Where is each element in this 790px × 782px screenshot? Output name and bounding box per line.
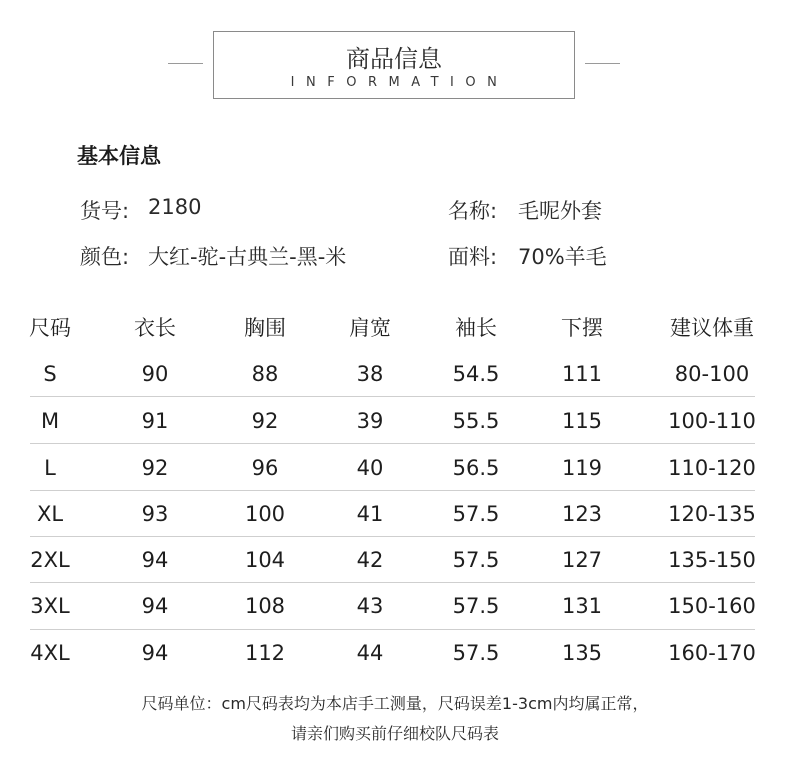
item-no-label: 货号: <box>80 199 130 223</box>
color-label: 颜色: <box>80 245 130 269</box>
table-cell: 44 <box>356 641 384 665</box>
table-row-divider <box>30 582 755 583</box>
table-cell: 93 <box>141 502 169 526</box>
fabric-value: 70%羊毛 <box>518 245 607 269</box>
table-cell: 4XL <box>30 641 70 665</box>
table-cell: 42 <box>356 548 384 572</box>
table-cell: 135-150 <box>668 548 756 572</box>
table-cell: 111 <box>561 362 603 386</box>
table-cell: 94 <box>141 594 169 618</box>
name-label: 名称: <box>448 199 498 223</box>
page-subtitle: INFORMATION <box>290 75 509 90</box>
table-cell: 88 <box>251 362 279 386</box>
table-cell: 54.5 <box>452 362 500 386</box>
section-heading: 基本信息 <box>77 144 161 168</box>
table-header-cell: 袖长 <box>455 316 497 340</box>
table-cell: 56.5 <box>452 456 500 480</box>
table-cell: 94 <box>141 548 169 572</box>
table-cell: 112 <box>244 641 286 665</box>
table-header-cell: 尺码 <box>29 316 71 340</box>
table-cell: 150-160 <box>668 594 756 618</box>
table-cell: 92 <box>251 409 279 433</box>
table-cell: 108 <box>244 594 286 618</box>
table-header-cell: 下摆 <box>561 316 603 340</box>
table-cell: 90 <box>141 362 169 386</box>
fabric-label: 面料: <box>448 245 498 269</box>
table-cell: 91 <box>141 409 169 433</box>
table-cell: 92 <box>141 456 169 480</box>
table-cell: 120-135 <box>668 502 756 526</box>
table-cell: 123 <box>561 502 603 526</box>
table-cell: 100 <box>244 502 286 526</box>
table-cell: 127 <box>561 548 603 572</box>
item-no-value: 2180 <box>148 195 202 219</box>
table-header-cell: 胸围 <box>244 316 286 340</box>
table-row-divider <box>30 396 755 397</box>
table-cell: 57.5 <box>452 594 500 618</box>
table-cell: S <box>43 362 57 386</box>
color-value: 大红-驼-古典兰-黑-米 <box>148 245 347 269</box>
table-cell: 38 <box>356 362 384 386</box>
table-cell: 40 <box>356 456 384 480</box>
table-cell: L <box>44 456 56 480</box>
table-row-divider <box>30 443 755 444</box>
table-cell: 135 <box>561 641 603 665</box>
table-row-divider <box>30 536 755 537</box>
table-header-cell: 衣长 <box>134 316 176 340</box>
table-header-cell: 建议体重 <box>670 316 754 340</box>
table-cell: 96 <box>251 456 279 480</box>
table-cell: 41 <box>356 502 384 526</box>
table-cell: 57.5 <box>452 502 500 526</box>
table-cell: 119 <box>561 456 603 480</box>
page-title: 商品信息 <box>346 45 442 73</box>
name-value: 毛呢外套 <box>518 199 602 223</box>
table-row-divider <box>30 490 755 491</box>
table-cell: 104 <box>244 548 286 572</box>
table-cell: 160-170 <box>668 641 756 665</box>
table-row-divider <box>30 629 755 630</box>
table-cell: 100-110 <box>668 409 756 433</box>
table-cell: 39 <box>356 409 384 433</box>
table-cell: 115 <box>561 409 603 433</box>
table-cell: M <box>40 409 60 433</box>
table-cell: 43 <box>356 594 384 618</box>
table-cell: 131 <box>561 594 603 618</box>
table-header-cell: 肩宽 <box>349 316 391 340</box>
table-cell: 57.5 <box>452 548 500 572</box>
table-cell: 57.5 <box>452 641 500 665</box>
table-cell: XL <box>36 502 64 526</box>
size-note-line2: 请亲们购买前仔细校队尺码表 <box>290 724 499 743</box>
size-note-line1: 尺码单位：cm尺码表均为本店手工测量，尺码误差1-3cm内均属正常， <box>141 694 649 713</box>
table-cell: 110-120 <box>668 456 756 480</box>
table-cell: 3XL <box>30 594 70 618</box>
table-cell: 94 <box>141 641 169 665</box>
table-cell: 2XL <box>30 548 70 572</box>
table-cell: 80-100 <box>674 362 750 386</box>
table-cell: 55.5 <box>452 409 500 433</box>
